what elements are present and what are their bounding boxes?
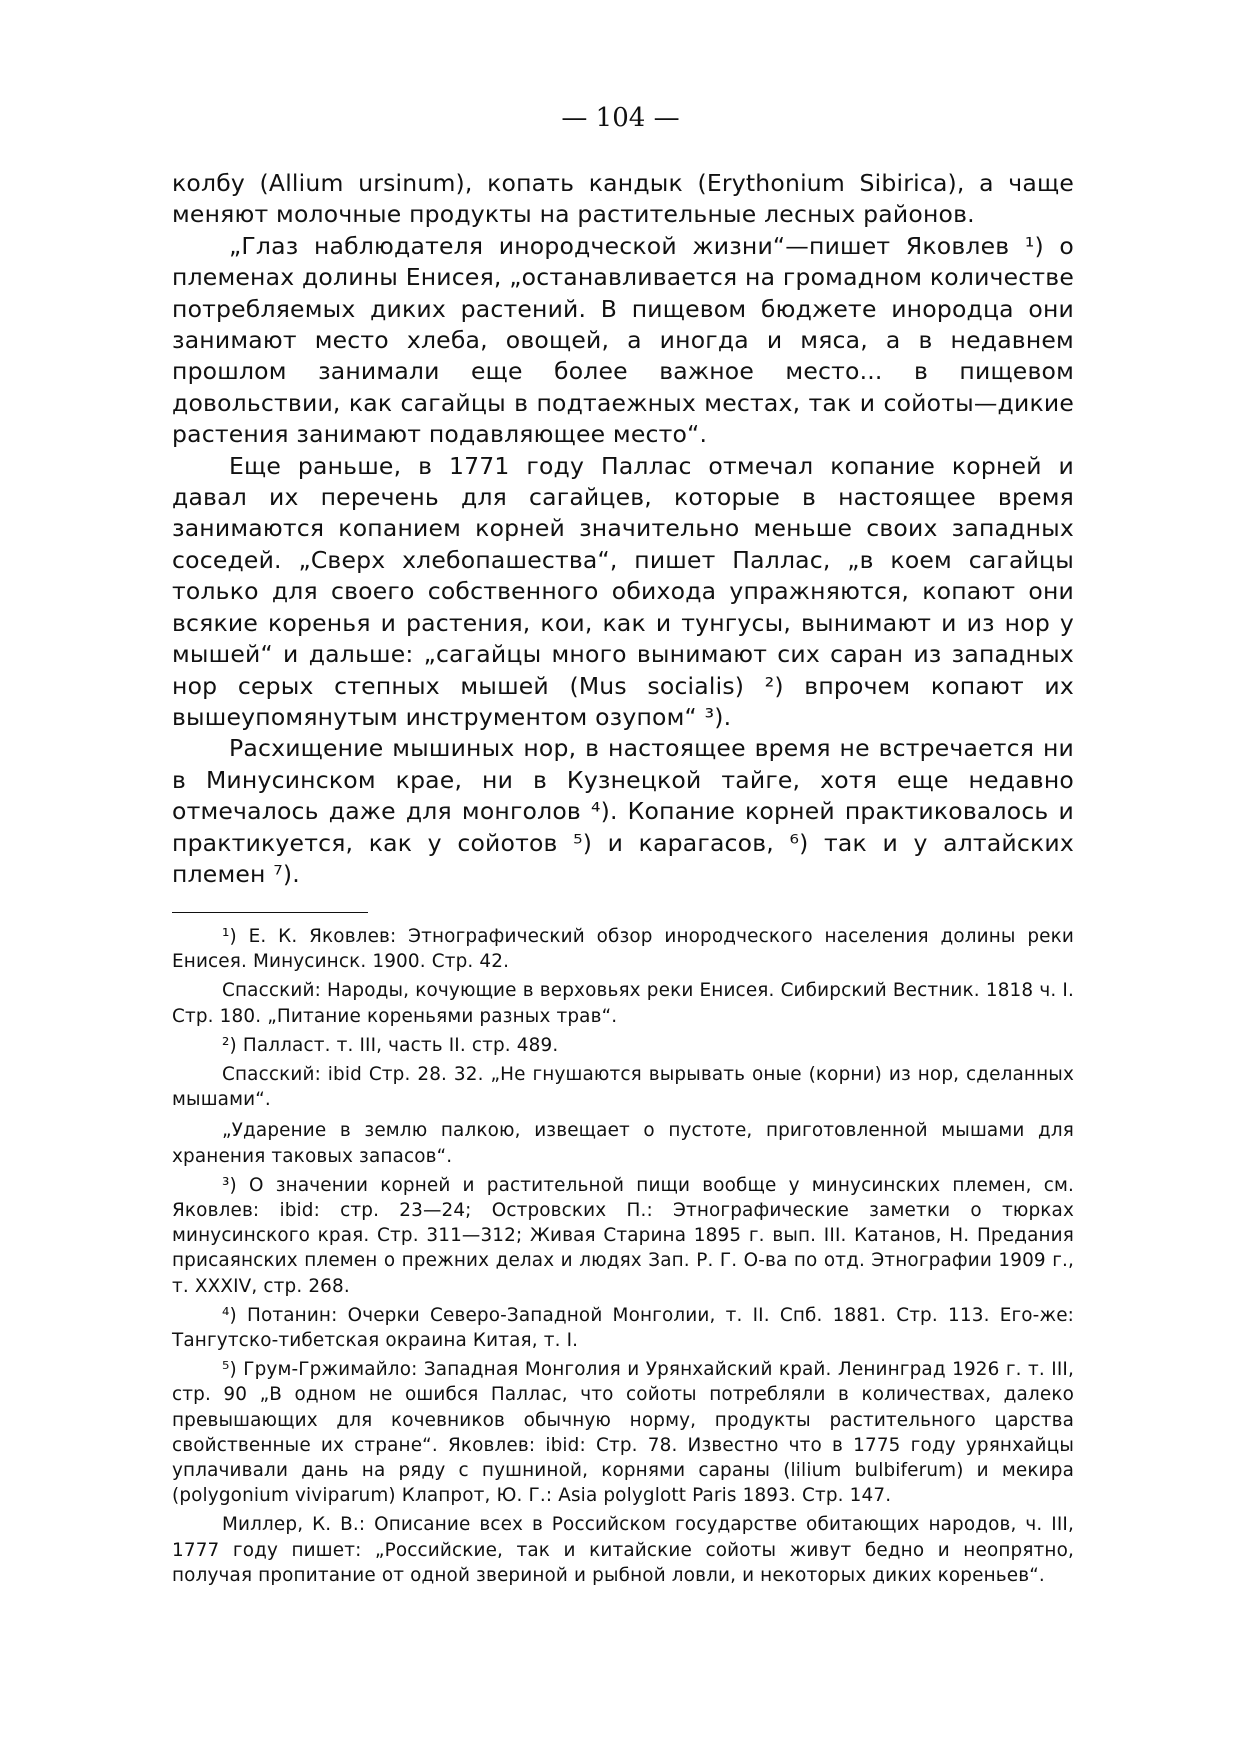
footnote: Миллер, К. В.: Описание всех в Российском государстве обитающих народов, ч. III, 1777 году пишет: „Российские, так и китайские сойоты живут бедно и неопрятно, получая пропитание от одной звериной и рыбной ловли, и некоторых диких кореньев“. — [172, 1514, 1074, 1586]
paragraph: колбу (Allium ursinum), копать кандык (Erythonium Sibirica), а чаще меняют молочные продукты на растительные лесных районов. — [172, 169, 1074, 229]
main-text — [172, 168, 1074, 890]
paragraph: „Глаз наблюдателя инородческой жизни“—пишет Яковлев ¹) о племенах долины Енисея, „останавливается на громадном количестве потребляемых диких растений. В пищевом бюджете инородца они занимают место хлеба, овощей, а иногда и мяса, а в недавнем прошлом занимали еще более важное место... в пищевом довольствии, как сагайцы в подтаежных местах, так и сойоты—дикие растения занимают подавляющее место“. — [172, 231, 1074, 449]
footnote: Спасский: Народы, кочующие в верховьях реки Енисея. Сибирский Вестник. 1818 ч. I. Стр. 180. „Питание кореньями разных трав“. — [172, 980, 1074, 1027]
footnote: ⁵) Грум-Гржимайло: Западная Монголия и Урянхайский край. Ленинград 1926 г. т. III, стр. 90 „В одном не ошибся Паллас, что сойоты потребляли в количествах, далеко превышающих для кочевников обычную норму, продукты растительного царства свойственные их стране“. Яковлев: ibid: Стр. 78. Известно что в 1775 году урянхайцы уплачивали дань на ряду с пушниной, корнями сараны (lilium bulbiferum) и мекира (polygonium viviparum) Клапрот, Ю. Г.: Asia polyglott Paris 1893. Стр. 147. — [172, 1359, 1074, 1507]
page-number: — 104 — — [561, 103, 680, 133]
footnotes — [172, 924, 1074, 1592]
footnote: Спасский: ibid Стр. 28. 32. „Не гнушаются вырывать оные (корни) из нор, сделанных мышами“. — [172, 1064, 1074, 1111]
footnote: ⁴) Потанин: Очерки Северо-Западной Монголии, т. II. Спб. 1881. Стр. 113. Его-же: Тангутско-тибетская окраина Китая, т. I. — [172, 1304, 1074, 1352]
footnote: ²) Палласт. т. III, часть II. стр. 489. — [222, 1034, 559, 1056]
paragraph: Расхищение мышиных нор, в настоящее время не встречается ни в Минусинском крае, ни в Кузнецкой тайге, хотя еще недавно отмечалось даже для монголов ⁴). Копание корней практиковалось и практикуется, как у сойотов ⁵) и карагасов, ⁶) так и у алтайских племен ⁷). — [172, 734, 1074, 888]
footnote: „Ударение в землю палкою, извещает о пустоте, приготовленной мышами для хранения таковых запасов“. — [172, 1120, 1074, 1167]
footnote-separator — [172, 912, 368, 913]
paragraph: Еще раньше, в 1771 году Паллас отмечал копание корней и давал их перечень для сагайцев, которые в настоящее время занимаются копанием корней значительно меньше своих западных соседей. „Сверх хлебопашества“, пишет Паллас, „в коем сагайцы только для своего собственного обихода упражняются, копают они всякие коренья и растения, кои, как и тунгусы, вынимают и из нор у мышей“ и дальше: „сагайцы много вынимают сих саран из западных нор серых степных мышей (Mus socialis) ²) впрочем копают их вышеупомянутым инструментом озупом“ ³). — [172, 451, 1074, 731]
footnote: ¹) Е. К. Яковлев: Этнографический обзор инородческого населения долины реки Енисея. Минусинск. 1900. Стр. 42. — [172, 926, 1074, 973]
footnote: ³) О значении корней и растительной пищи вообще у минусинских племен, см. Яковлев: ibid: стр. 23—24; Островских П.: Этнографические заметки о тюрках минусинского края. Стр. 311—312; Живая Старина 1895 г. вып. III. Катанов, Н. Предания присаянских племен о прежних делах и людях Зап. Р. Г. О-ва по отд. Этнографии 1909 г., т. XXXIV, стр. 268. — [172, 1174, 1074, 1297]
